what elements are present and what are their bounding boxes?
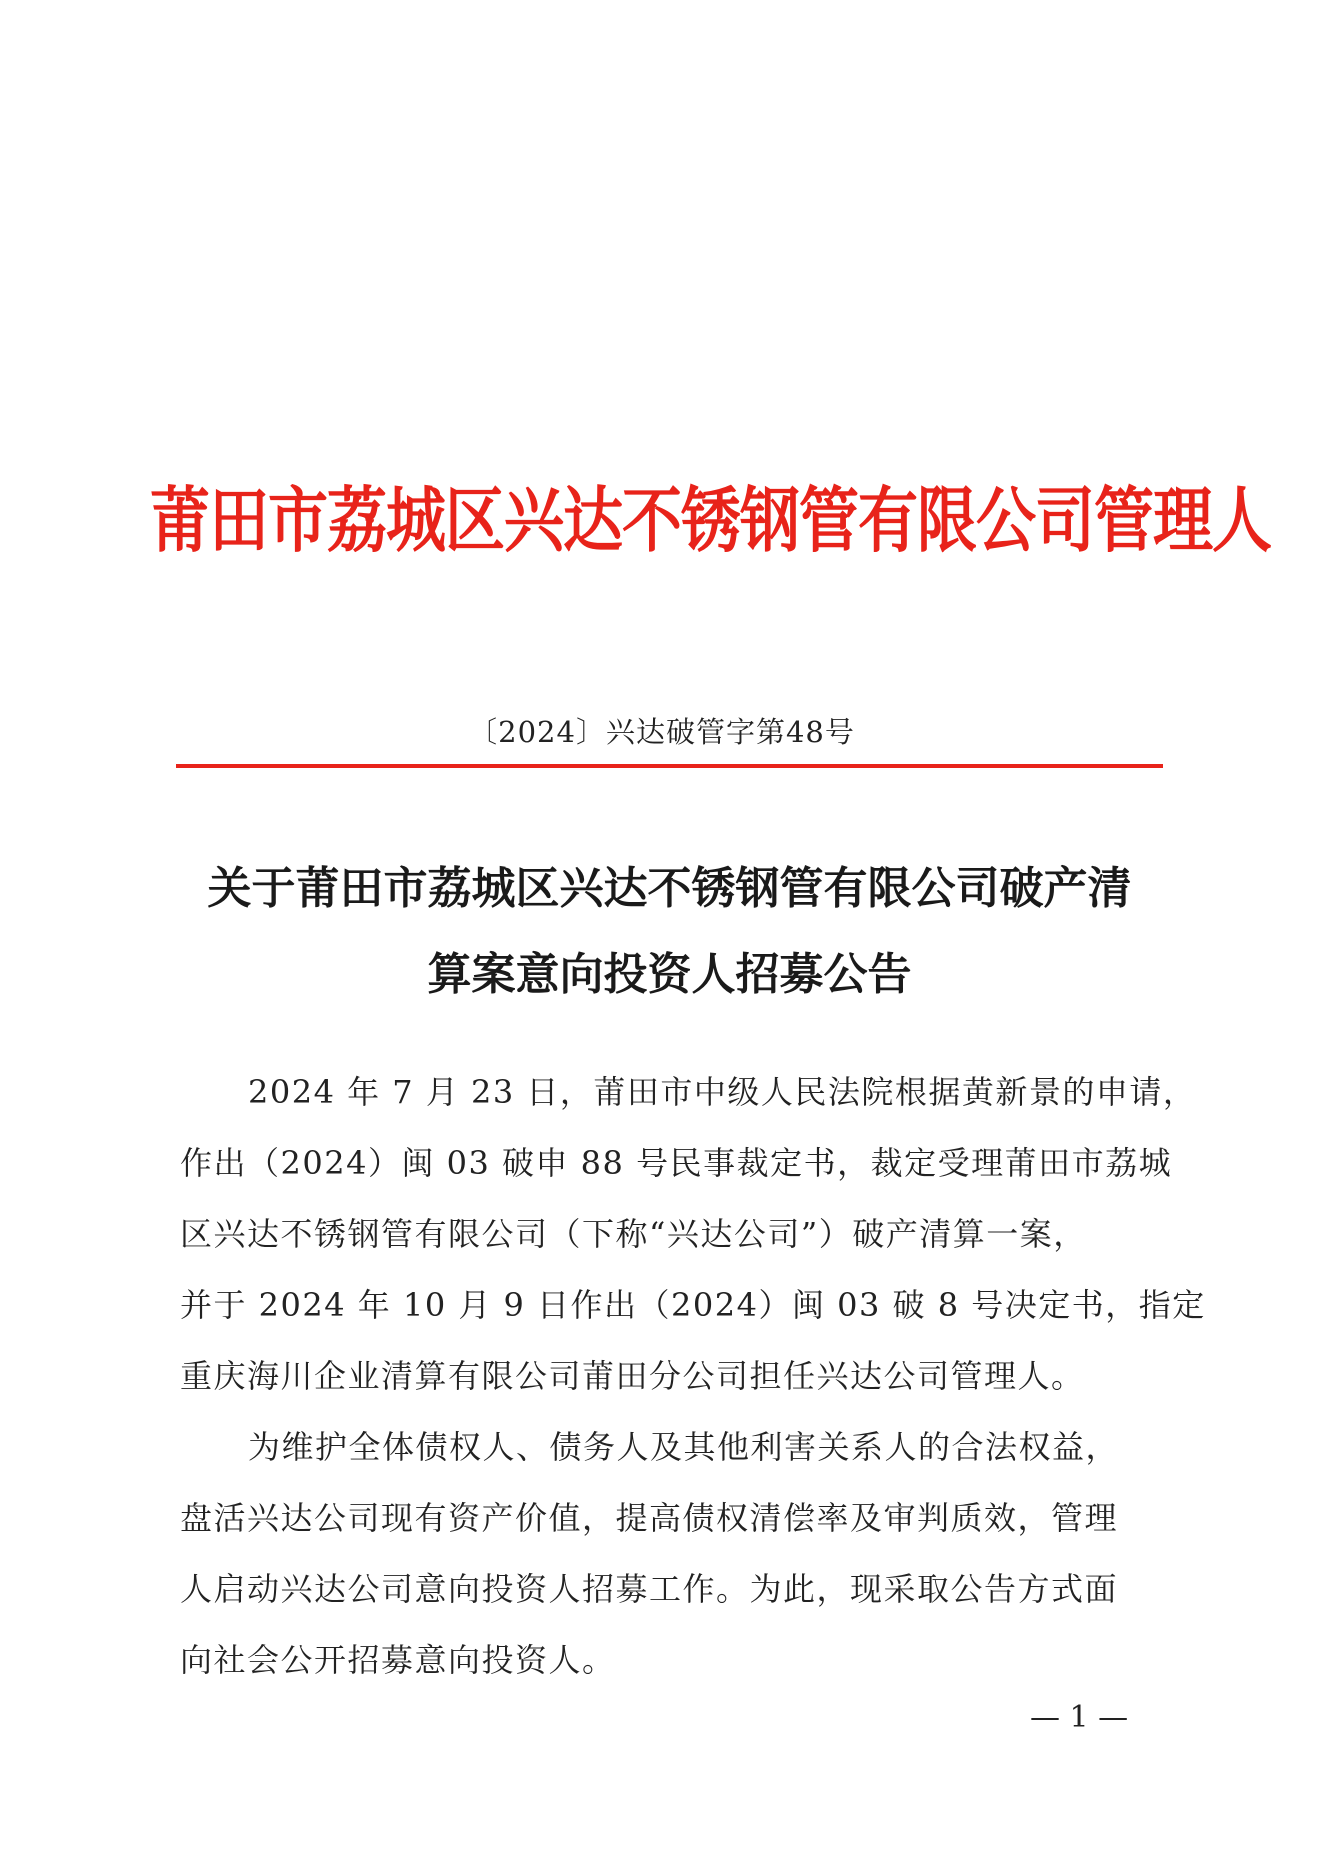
issuer-header-title: 莆田市荔城区兴达不锈钢管有限公司管理人 (150, 480, 1271, 563)
paragraph-2-line-3: 人启动兴达公司意向投资人招募工作。为此，现采取公告方式面 (180, 1570, 1119, 1608)
red-divider-line (176, 764, 1163, 768)
paragraph-1-line-4: 并于 2024 年 10 月 9 日作出（2024）闽 03 破 8 号决定书，指定 (180, 1286, 1206, 1324)
notice-title-line-1: 关于莆田市荔城区兴达不锈钢管有限公司破产清 (207, 863, 1132, 914)
notice-title-line-2: 算案意向投资人招募公告 (427, 949, 912, 1000)
paragraph-2-line-4: 向社会公开招募意向投资人。 (180, 1641, 616, 1679)
paragraph-1-line-3: 区兴达不锈钢管有限公司（下称“兴达公司”）破产清算一案， (180, 1215, 1087, 1253)
paragraph-2-line-2: 盘活兴达公司现有资产价值，提高债权清偿率及审判质效，管理 (180, 1499, 1119, 1537)
paragraph-2-line-1: 为维护全体债权人、债务人及其他利害关系人的合法权益， (248, 1428, 1120, 1466)
paragraph-1-line-5: 重庆海川企业清算有限公司莆田分公司担任兴达公司管理人。 (180, 1357, 1085, 1395)
paragraph-1-line-2: 作出（2024）闽 03 破申 88 号民事裁定书，裁定受理莆田市荔城 (180, 1144, 1173, 1182)
page-number: — 1 — (1030, 1700, 1129, 1735)
document-number: 〔2024〕兴达破管字第48号 (468, 715, 855, 749)
paragraph-1-line-1: 2024 年 7 月 23 日，莆田市中级人民法院根据黄新景的申请， (248, 1073, 1197, 1111)
